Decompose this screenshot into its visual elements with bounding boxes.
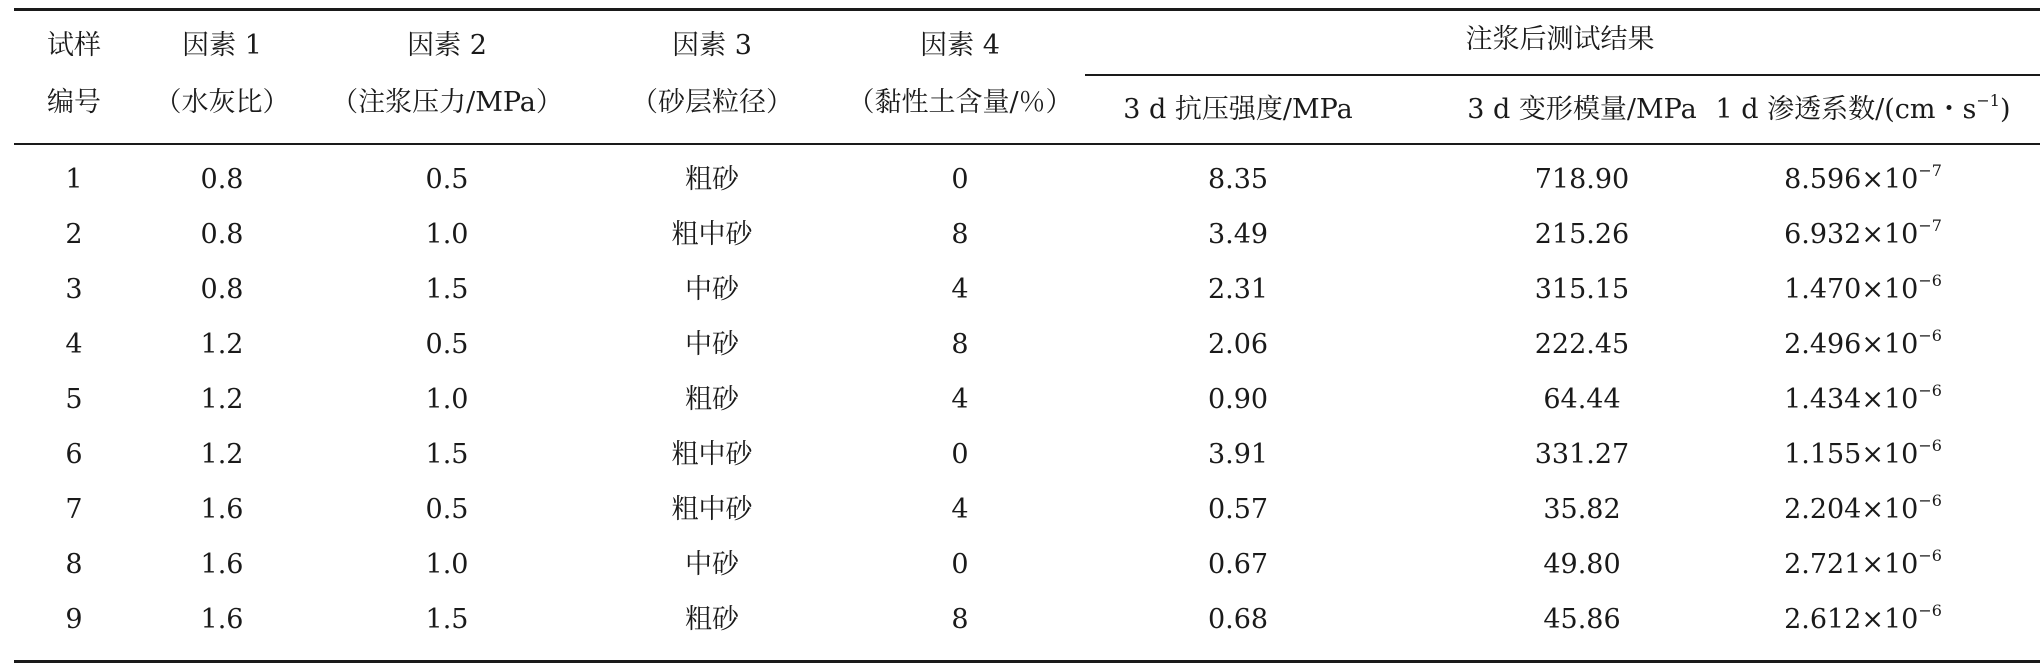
cell-permeability-coefficient: $2.721\times 10^{-6}$ <box>1784 546 1942 580</box>
cell-sand-grain-size: 粗中砂 <box>671 219 753 250</box>
cell-sample-id: 6 <box>65 439 83 470</box>
header-sub1: 3 d 抗压强度/MPa <box>1123 94 1353 125</box>
cell-water-cement-ratio: 1.6 <box>200 494 244 525</box>
cell-permeability-coefficient: $2.496\times 10^{-6}$ <box>1784 326 1942 360</box>
cell-permeability-coefficient: $1.470\times 10^{-6}$ <box>1784 271 1942 305</box>
header-col5-line2: （黏性土含量/％） <box>847 87 1073 118</box>
cell-compressive-strength: 0.68 <box>1207 604 1269 635</box>
cell-clay-content: 4 <box>951 384 969 415</box>
cell-permeability-coefficient: $6.932\times 10^{-7}$ <box>1784 216 1942 250</box>
cell-permeability-coefficient: $1.434\times 10^{-6}$ <box>1784 381 1942 415</box>
header-bottom-rule <box>14 143 2040 145</box>
cell-deformation-modulus: 331.27 <box>1534 439 1630 470</box>
cell-water-cement-ratio: 1.2 <box>200 439 244 470</box>
cell-sample-id: 9 <box>65 604 83 635</box>
header-col2-line2: （水灰比） <box>154 87 290 118</box>
cell-water-cement-ratio: 1.6 <box>200 549 244 580</box>
top-rule <box>14 8 2040 11</box>
cell-water-cement-ratio: 0.8 <box>200 219 244 250</box>
cell-compressive-strength: 0.90 <box>1207 384 1269 415</box>
cell-water-cement-ratio: 1.6 <box>200 604 244 635</box>
header-group-title: 注浆后测试结果 <box>1465 24 1655 55</box>
cell-compressive-strength: 0.67 <box>1207 549 1269 580</box>
cell-sand-grain-size: 中砂 <box>685 274 739 305</box>
cell-compressive-strength: 2.06 <box>1207 329 1269 360</box>
cell-grouting-pressure: 1.5 <box>425 274 469 305</box>
cell-clay-content: 8 <box>951 219 969 250</box>
cell-sample-id: 4 <box>65 329 83 360</box>
header-col1-line2: 编号 <box>47 87 101 118</box>
cell-sand-grain-size: 粗砂 <box>685 604 739 635</box>
cell-grouting-pressure: 0.5 <box>425 494 469 525</box>
cell-compressive-strength: 2.31 <box>1207 274 1269 305</box>
cell-deformation-modulus: 64.44 <box>1543 384 1621 415</box>
bottom-rule <box>14 660 2040 663</box>
cell-permeability-coefficient: $1.155\times 10^{-6}$ <box>1784 436 1942 470</box>
cell-sand-grain-size: 粗中砂 <box>671 494 753 525</box>
cell-sample-id: 8 <box>65 549 83 580</box>
cell-deformation-modulus: 45.86 <box>1543 604 1621 635</box>
cell-sample-id: 2 <box>65 219 83 250</box>
header-col1-line1: 试样 <box>47 30 101 61</box>
header-col3-line1: 因素 2 <box>407 30 487 61</box>
cell-compressive-strength: 8.35 <box>1207 164 1269 195</box>
cell-water-cement-ratio: 1.2 <box>200 384 244 415</box>
cell-grouting-pressure: 1.5 <box>425 604 469 635</box>
cell-sand-grain-size: 粗砂 <box>685 384 739 415</box>
cell-clay-content: 8 <box>951 604 969 635</box>
cell-sand-grain-size: 中砂 <box>685 549 739 580</box>
cell-sample-id: 7 <box>65 494 83 525</box>
cell-clay-content: 0 <box>951 164 969 195</box>
cell-grouting-pressure: 1.0 <box>425 219 469 250</box>
header-col4-line2: （砂层粒径） <box>631 87 793 118</box>
cell-clay-content: 4 <box>951 274 969 305</box>
cell-compressive-strength: 0.57 <box>1207 494 1269 525</box>
cell-deformation-modulus: 718.90 <box>1534 164 1630 195</box>
cell-grouting-pressure: 0.5 <box>425 164 469 195</box>
cell-grouting-pressure: 1.0 <box>425 549 469 580</box>
header-col2-line1: 因素 1 <box>182 30 262 61</box>
cell-water-cement-ratio: 0.8 <box>200 274 244 305</box>
cell-compressive-strength: 3.49 <box>1207 219 1269 250</box>
cell-grouting-pressure: 1.0 <box>425 384 469 415</box>
cell-grouting-pressure: 1.5 <box>425 439 469 470</box>
cell-sample-id: 3 <box>65 274 83 305</box>
cell-sand-grain-size: 粗砂 <box>685 164 739 195</box>
cell-clay-content: 0 <box>951 439 969 470</box>
cell-permeability-coefficient: $8.596\times 10^{-7}$ <box>1784 161 1942 195</box>
cell-deformation-modulus: 215.26 <box>1534 219 1630 250</box>
cell-deformation-modulus: 49.80 <box>1543 549 1621 580</box>
group-rule <box>1085 74 2040 76</box>
header-col5-line1: 因素 4 <box>920 30 1000 61</box>
header-col4-line1: 因素 3 <box>672 30 752 61</box>
cell-deformation-modulus: 35.82 <box>1543 494 1621 525</box>
cell-water-cement-ratio: 1.2 <box>200 329 244 360</box>
cell-clay-content: 0 <box>951 549 969 580</box>
cell-sample-id: 1 <box>65 164 83 195</box>
header-col3-line2: （注浆压力/MPa） <box>331 87 563 118</box>
cell-compressive-strength: 3.91 <box>1207 439 1269 470</box>
cell-permeability-coefficient: $2.612\times 10^{-6}$ <box>1784 601 1942 635</box>
cell-sand-grain-size: 中砂 <box>685 329 739 360</box>
header-sub3: 1 d 渗透系数/(cm・$s^{-1}$) <box>1715 91 2011 125</box>
cell-clay-content: 8 <box>951 329 969 360</box>
cell-clay-content: 4 <box>951 494 969 525</box>
cell-water-cement-ratio: 0.8 <box>200 164 244 195</box>
cell-permeability-coefficient: $2.204\times 10^{-6}$ <box>1784 491 1942 525</box>
header-sub2: 3 d 变形模量/MPa <box>1467 94 1697 125</box>
cell-deformation-modulus: 222.45 <box>1534 329 1630 360</box>
cell-grouting-pressure: 0.5 <box>425 329 469 360</box>
cell-sand-grain-size: 粗中砂 <box>671 439 753 470</box>
cell-sample-id: 5 <box>65 384 83 415</box>
cell-deformation-modulus: 315.15 <box>1534 274 1630 305</box>
